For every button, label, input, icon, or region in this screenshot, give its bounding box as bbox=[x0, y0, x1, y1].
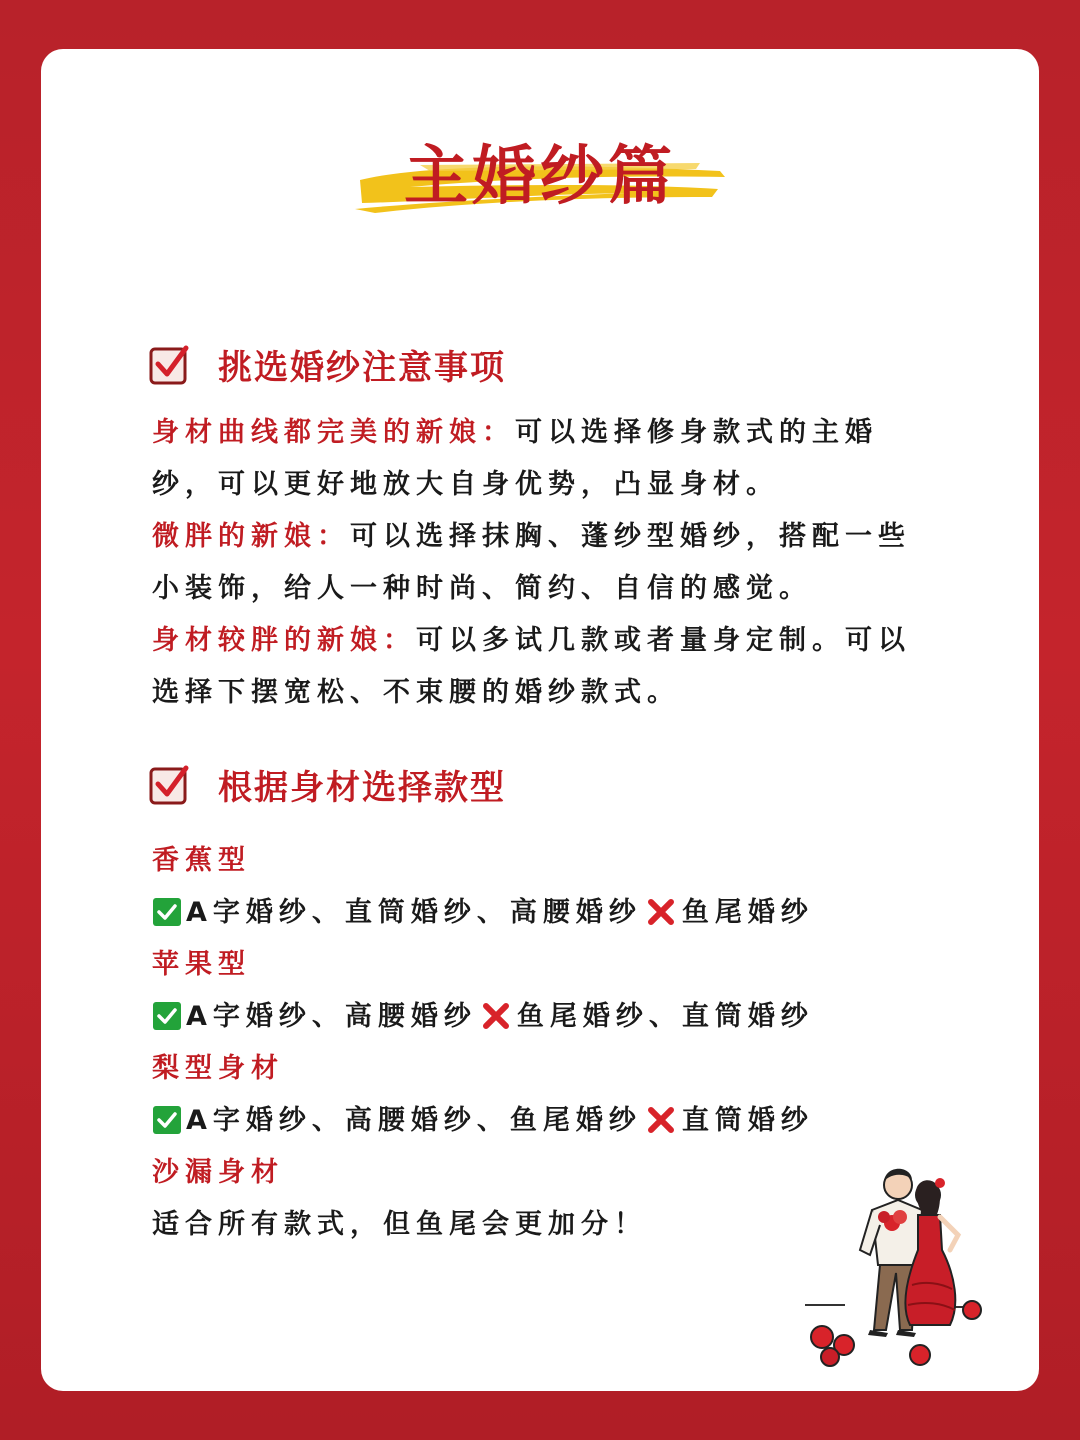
style-recommendation: 适合所有款式，但鱼尾会更加分！ bbox=[152, 1209, 647, 1240]
section-heading-tips bbox=[148, 340, 506, 389]
checkbox-checked-icon bbox=[148, 764, 190, 806]
tip-text: 可以多试几款或者量身定制。可以 bbox=[416, 625, 911, 656]
bad-styles: 鱼尾婚纱 bbox=[681, 897, 814, 928]
tip-line: 纱，可以更好地放大自身优势，凸显身材。 bbox=[152, 469, 779, 500]
body-type-name: 沙漏身材 bbox=[152, 1157, 284, 1188]
body-type-name: 香蕉型 bbox=[152, 845, 251, 876]
good-styles: A字婚纱、高腰婚纱、鱼尾婚纱 bbox=[186, 1105, 642, 1136]
tip-line: 小装饰，给人一种时尚、简约、自信的感觉。 bbox=[152, 573, 812, 604]
style-recommendation bbox=[152, 994, 814, 1033]
green-check-icon bbox=[152, 1105, 182, 1135]
tip-line bbox=[152, 514, 911, 553]
style-recommendation bbox=[152, 890, 814, 929]
wedding-couple-illustration bbox=[800, 1155, 1000, 1370]
red-cross-icon bbox=[481, 1001, 511, 1031]
page-title: 主婚纱篇 bbox=[404, 139, 676, 214]
tip-text: 可以选择抹胸、蓬纱型婚纱，搭配一些 bbox=[350, 521, 911, 552]
tip-line bbox=[152, 410, 878, 449]
green-check-icon bbox=[152, 897, 182, 927]
section-heading-styles bbox=[148, 760, 506, 809]
body-type-name: 梨型身材 bbox=[152, 1053, 284, 1084]
green-check-icon bbox=[152, 1001, 182, 1031]
style-recommendation bbox=[152, 1098, 814, 1137]
title-block bbox=[300, 105, 780, 235]
tip-line bbox=[152, 618, 911, 657]
section-title: 挑选婚纱注意事项 bbox=[218, 348, 506, 388]
tip-label: 身材较胖的新娘： bbox=[152, 625, 416, 656]
bad-styles: 鱼尾婚纱、直筒婚纱 bbox=[516, 1001, 814, 1032]
tip-label: 身材曲线都完美的新娘： bbox=[152, 417, 515, 448]
body-type-name: 苹果型 bbox=[152, 949, 251, 980]
tip-label: 微胖的新娘： bbox=[152, 521, 350, 552]
tip-line: 选择下摆宽松、不束腰的婚纱款式。 bbox=[152, 677, 680, 708]
red-cross-icon bbox=[646, 1105, 676, 1135]
red-cross-icon bbox=[646, 897, 676, 927]
section-title: 根据身材选择款型 bbox=[218, 768, 506, 808]
bad-styles: 直筒婚纱 bbox=[681, 1105, 814, 1136]
checkbox-checked-icon bbox=[148, 344, 190, 386]
tip-text: 可以选择修身款式的主婚 bbox=[515, 417, 878, 448]
good-styles: A字婚纱、直筒婚纱、高腰婚纱 bbox=[186, 897, 642, 928]
good-styles: A字婚纱、高腰婚纱 bbox=[186, 1001, 477, 1032]
